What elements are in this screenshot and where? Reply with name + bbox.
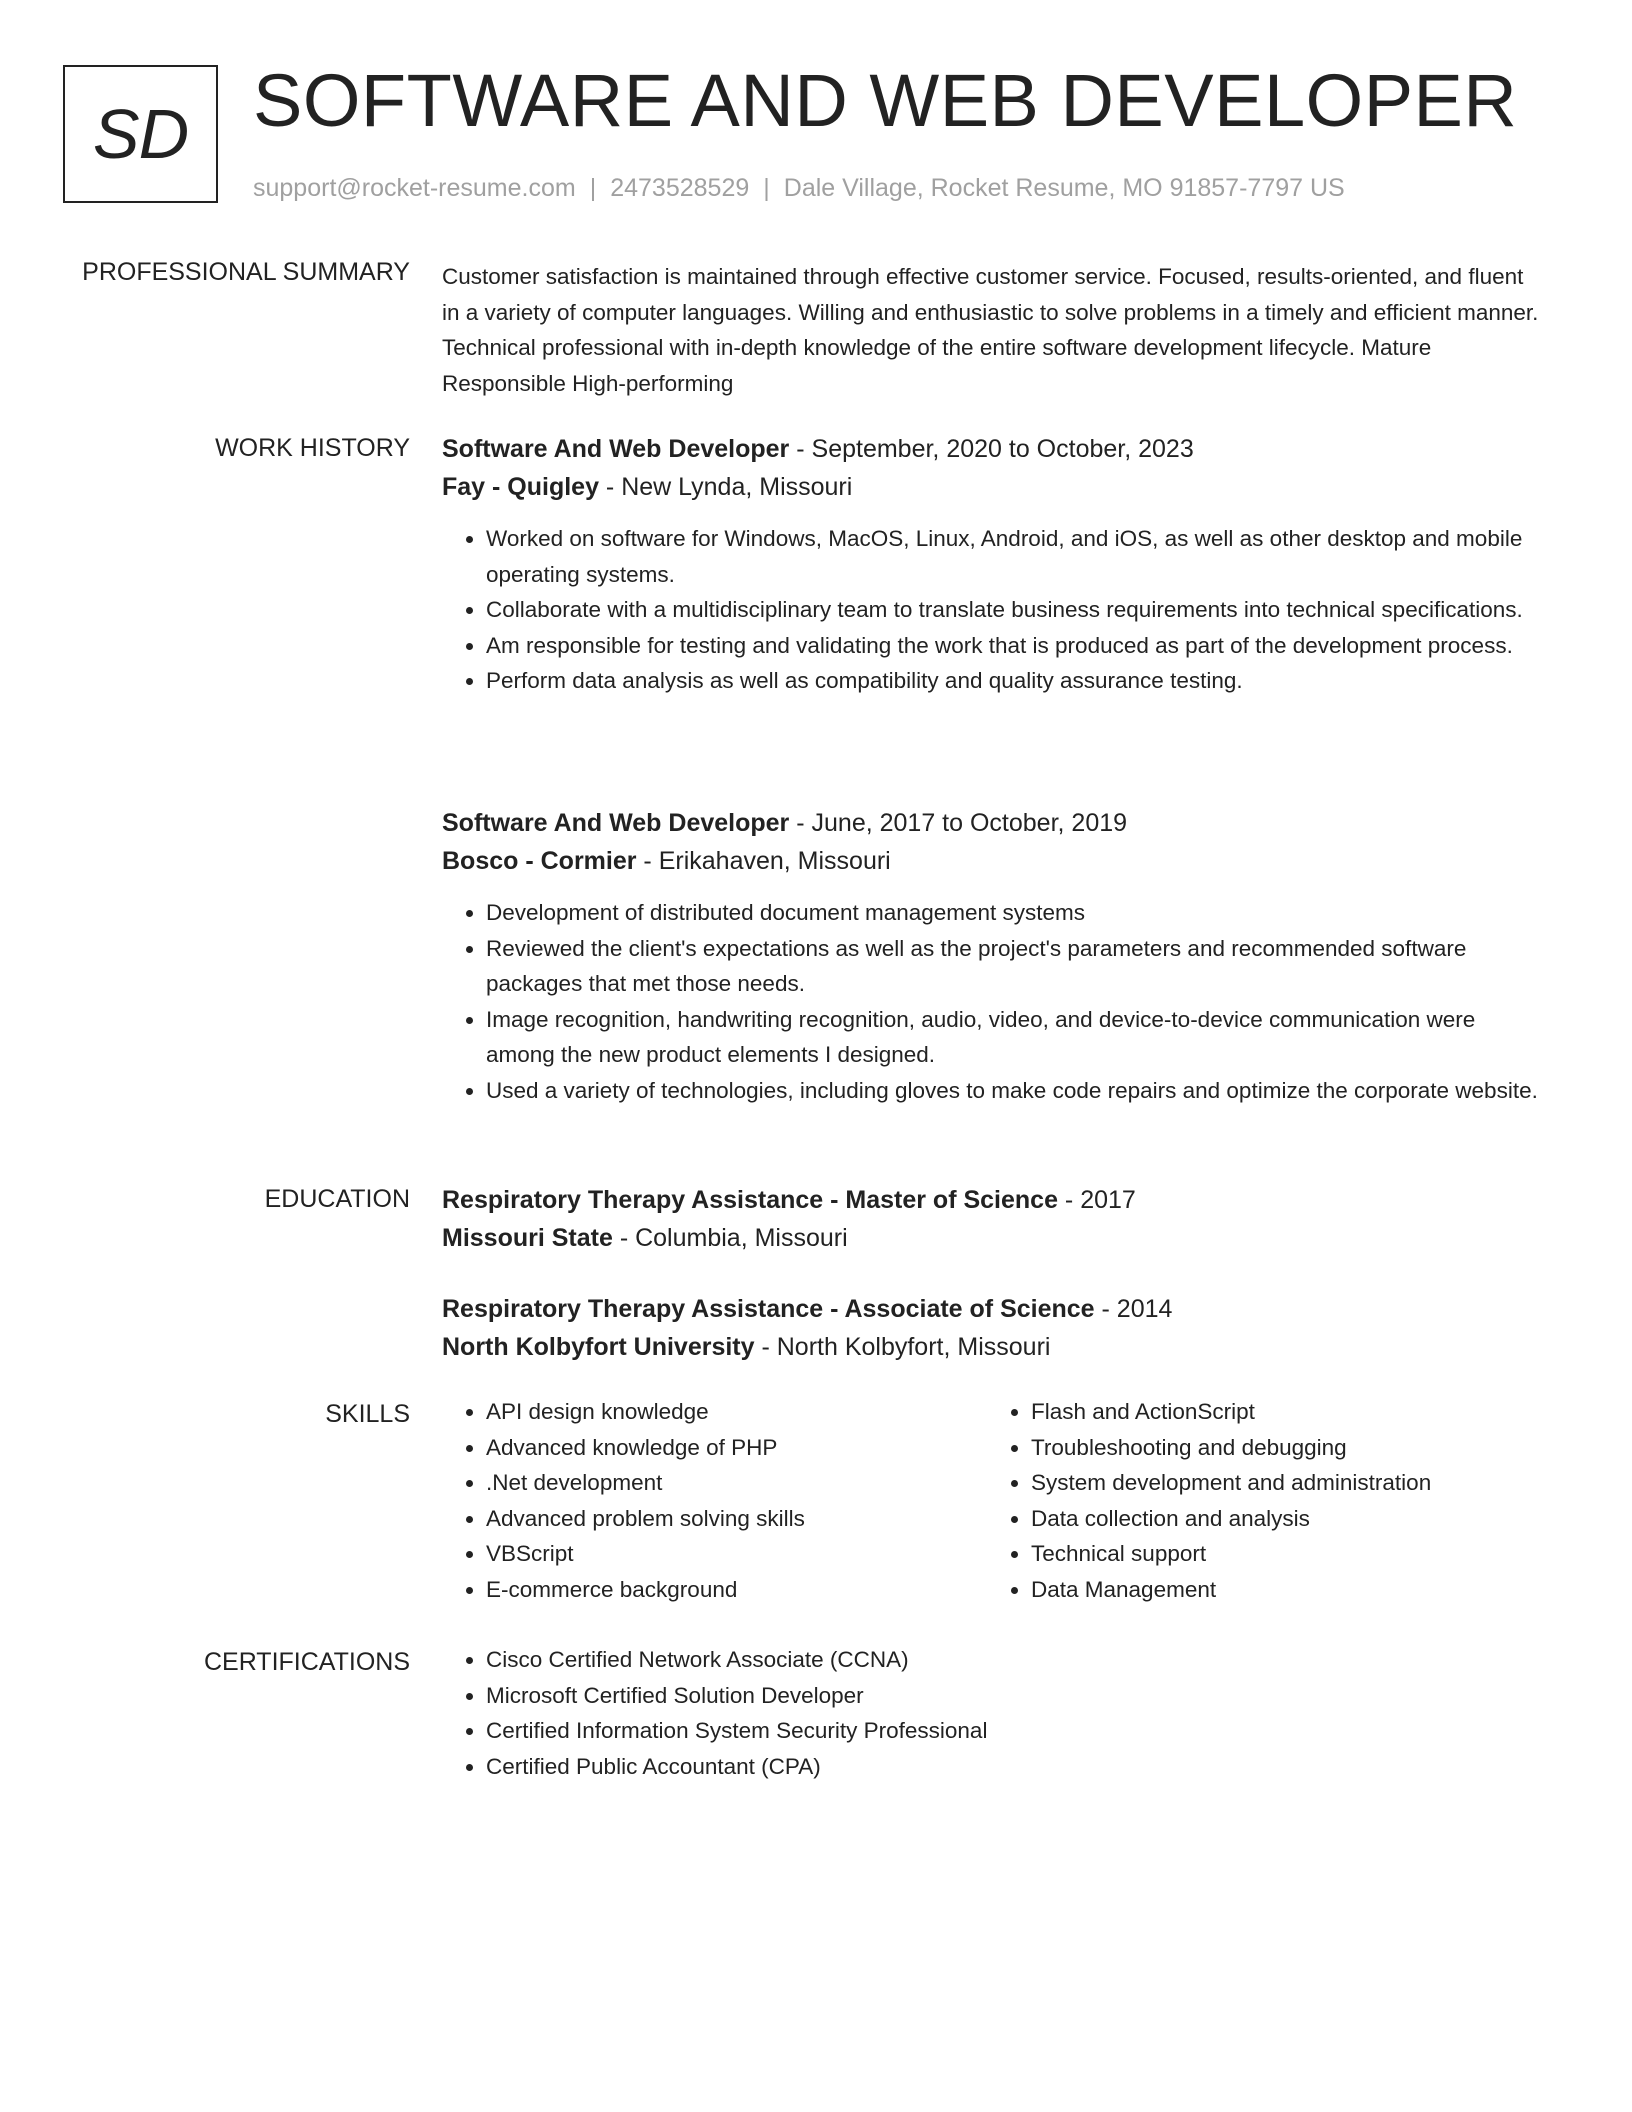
school-line	[442, 1328, 1542, 1366]
school-line	[442, 1219, 1542, 1257]
job-dates: - June, 2017 to October, 2019	[789, 809, 1128, 837]
job-location: - Erikahaven, Missouri	[636, 847, 891, 875]
list-item: • Worked on software for Windows, MacOS, Linux, Android, and iOS, as well as other desktop and mobile operating systems.	[486, 521, 1542, 592]
list-item: • Technical support	[1031, 1536, 1527, 1572]
job-bullets	[442, 895, 1542, 1108]
list-item: • Cisco Certified Network Associate (CCNA)	[486, 1642, 1542, 1678]
section-heading-work-history: WORK HISTORY	[215, 434, 410, 462]
education-entry	[442, 1290, 1542, 1366]
contact-email: support@rocket-resume.com	[253, 174, 576, 202]
degree-name: Respiratory Therapy Assistance - Associate of Science	[442, 1295, 1095, 1323]
list-item: • E-commerce background	[486, 1572, 982, 1608]
job-dates: - September, 2020 to October, 2023	[789, 435, 1194, 463]
monogram-initials: SD	[92, 95, 189, 173]
degree-line	[442, 1181, 1542, 1219]
job-bullets	[442, 521, 1542, 699]
contact-separator: |	[763, 174, 770, 202]
list-item: • VBScript	[486, 1536, 982, 1572]
skills-list	[987, 1394, 1527, 1607]
certifications-list	[442, 1642, 1542, 1784]
list-item: • Troubleshooting and debugging	[1031, 1430, 1527, 1466]
list-item: • Collaborate with a multidisciplinary team to translate business requirements into technical specifications.	[486, 592, 1542, 628]
job-title-line	[442, 430, 1542, 468]
education-entry	[442, 1181, 1542, 1257]
list-item: • API design knowledge	[486, 1394, 982, 1430]
job-company: Fay - Quigley	[442, 473, 599, 501]
monogram-box	[63, 65, 218, 203]
section-heading-education: EDUCATION	[264, 1185, 410, 1213]
job-company: Bosco - Cormier	[442, 847, 637, 875]
section-heading-certifications: CERTIFICATIONS	[203, 1648, 410, 1676]
job-title: Software And Web Developer	[442, 435, 790, 463]
resume-title: SOFTWARE AND WEB DEVELOPER	[253, 59, 1518, 142]
list-item: • System development and administration	[1031, 1465, 1527, 1501]
list-item: • Am responsible for testing and validating the work that is produced as part of the development process.	[486, 628, 1542, 664]
contact-separator: |	[589, 174, 597, 202]
list-item: • Development of distributed document management systems	[486, 895, 1542, 931]
contact-phone: 2473528529	[610, 174, 750, 202]
list-item: • Certified Information System Security Professional	[486, 1713, 1542, 1749]
job-entry	[442, 804, 1542, 1108]
section-heading-summary: PROFESSIONAL SUMMARY	[82, 258, 410, 286]
skills-column-right	[987, 1394, 1527, 1607]
contact-line	[253, 174, 1345, 203]
list-item: • Data collection and analysis	[1031, 1501, 1527, 1537]
list-item: • Reviewed the client's expectations as well as the project's parameters and recommended software packages that met those needs.	[486, 931, 1542, 1002]
contact-address: Dale Village, Rocket Resume, MO 91857-7797 US	[783, 174, 1345, 202]
job-entry	[442, 430, 1542, 699]
degree-year: - 2014	[1094, 1295, 1173, 1323]
school-location: - Columbia, Missouri	[612, 1224, 848, 1252]
school-name: North Kolbyfort University	[442, 1333, 755, 1361]
list-item: • Image recognition, handwriting recognition, audio, video, and device-to-device communication were among the new product elements I designed.	[486, 1002, 1542, 1073]
job-title: Software And Web Developer	[442, 809, 790, 837]
list-item: • Microsoft Certified Solution Developer	[486, 1678, 1542, 1714]
skills-column-left	[442, 1394, 982, 1607]
list-item: • Used a variety of technologies, including gloves to make code repairs and optimize the corporate website.	[486, 1073, 1542, 1109]
list-item: • .Net development	[486, 1465, 982, 1501]
list-item: • Data Management	[1031, 1572, 1527, 1608]
summary-text: Customer satisfaction is maintained through effective customer service. Focused, results-oriented, and fluent in a variety of computer languages. Willing and enthusiastic to solve problems in a timely and efficient manner. Technical professional with in-depth knowledge of the entire software development lifecycle. Mature Responsible High-performing	[442, 264, 1539, 396]
degree-name: Respiratory Therapy Assistance - Master of Science	[442, 1186, 1058, 1214]
list-item: • Certified Public Accountant (CPA)	[486, 1749, 1542, 1785]
list-item: • Perform data analysis as well as compatibility and quality assurance testing.	[486, 663, 1542, 699]
list-item: • Advanced knowledge of PHP	[486, 1430, 982, 1466]
school-location: - North Kolbyfort, Missouri	[754, 1333, 1051, 1361]
job-company-line	[442, 468, 1542, 506]
job-location: - New Lynda, Missouri	[598, 473, 853, 501]
list-item: • Advanced problem solving skills	[486, 1501, 982, 1537]
degree-year: - 2017	[1057, 1186, 1136, 1214]
job-company-line	[442, 842, 1542, 880]
degree-line	[442, 1290, 1542, 1328]
skills-list	[442, 1394, 982, 1607]
section-heading-skills: SKILLS	[325, 1400, 410, 1428]
list-item: • Flash and ActionScript	[1031, 1394, 1527, 1430]
school-name: Missouri State	[442, 1224, 613, 1252]
job-title-line	[442, 804, 1542, 842]
